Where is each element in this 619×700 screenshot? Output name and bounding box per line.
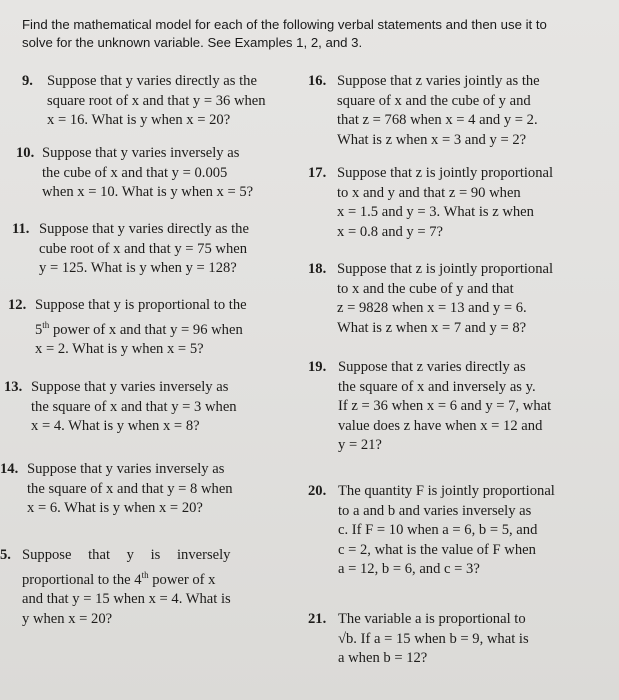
problem-number: 17. bbox=[308, 165, 327, 181]
problem-text-line: and that y = 15 when x = 4. What is bbox=[22, 591, 231, 608]
problem-text-line: z = 9828 when x = 13 and y = 6. bbox=[337, 300, 527, 317]
problem-text-line: x = 1.5 and y = 3. What is z when bbox=[337, 204, 534, 221]
problem-text-line: Suppose that z is jointly proportional bbox=[337, 165, 554, 181]
problem-text-line: to x and y and that z = 90 when bbox=[337, 184, 521, 201]
problem-text-line: Suppose that z varies directly as bbox=[338, 359, 526, 375]
problem-text-line: a when b = 12? bbox=[338, 650, 428, 667]
problem-text-line: Suppose that y is inversely bbox=[22, 547, 231, 563]
problem-number: 12. bbox=[8, 297, 27, 313]
problem-number: 11. bbox=[12, 221, 30, 237]
problem-16 bbox=[308, 72, 570, 150]
problem-text-line: proportional to the 4th power of x bbox=[22, 569, 216, 588]
problem-15 bbox=[0, 546, 282, 629]
problem-text-line: square of x and the cube of y and bbox=[337, 92, 531, 109]
problem-text-line: x = 6. What is y when x = 20? bbox=[27, 500, 203, 517]
problem-text-line: a = 12, b = 6, and c = 3? bbox=[338, 561, 480, 578]
problem-text-line: Suppose that y varies inversely as bbox=[31, 379, 229, 395]
problem-number: 20. bbox=[308, 483, 327, 499]
problem-text-line: c = 2, what is the value of F when bbox=[338, 541, 536, 558]
problem-text-line: Suppose that y varies directly as the bbox=[47, 73, 257, 89]
problem-text-line: the cube of x and that y = 0.005 bbox=[42, 164, 228, 181]
problem-text-line: the square of x and inversely as y. bbox=[338, 378, 536, 395]
problem-number: 9. bbox=[22, 73, 33, 89]
problem-text-line: x = 2. What is y when x = 5? bbox=[35, 341, 204, 358]
problem-text-line: If z = 36 when x = 6 and y = 7, what bbox=[338, 398, 552, 415]
problem-text-line: y = 125. What is y when y = 128? bbox=[39, 260, 237, 277]
problem-text-line: The variable a is proportional to bbox=[338, 611, 526, 627]
problem-19 bbox=[308, 358, 584, 456]
problem-21 bbox=[308, 610, 590, 669]
problem-text-line: x = 16. What is y when x = 20? bbox=[47, 112, 231, 129]
problem-text-line: What is z when x = 3 and y = 2? bbox=[337, 131, 527, 148]
problem-18 bbox=[308, 260, 582, 338]
problem-text-line: Suppose that y varies inversely as bbox=[27, 461, 225, 477]
problem-number: 10. bbox=[16, 145, 35, 161]
instructions-line-2: solve for the unknown variable. See Examples 1, 2, and 3. bbox=[22, 35, 363, 50]
problem-text-line: y when x = 20? bbox=[22, 610, 113, 627]
problem-10 bbox=[16, 144, 284, 203]
problem-text-line: Suppose that z is jointly proportional bbox=[337, 261, 554, 277]
problem-number: 18. bbox=[308, 261, 327, 277]
problem-text-line: square root of x and that y = 36 when bbox=[47, 92, 266, 109]
problem-9 bbox=[22, 72, 284, 131]
problem-text-line: x = 0.8 and y = 7? bbox=[337, 223, 444, 240]
problem-13 bbox=[4, 378, 284, 437]
problem-text-line: to a and b and varies inversely as bbox=[338, 502, 532, 519]
problem-14 bbox=[0, 460, 284, 519]
problem-text-line: Suppose that y varies directly as the bbox=[39, 221, 249, 237]
problem-number: 21. bbox=[308, 611, 327, 627]
problem-text-line: 5th power of x and that y = 96 when bbox=[35, 319, 243, 338]
problem-text-line: c. If F = 10 when a = 6, b = 5, and bbox=[338, 522, 538, 539]
problem-text-line: that z = 768 when x = 4 and y = 2. bbox=[337, 112, 538, 129]
problem-11 bbox=[12, 220, 284, 279]
problem-text-line: the square of x and that y = 8 when bbox=[27, 480, 233, 497]
problem-text-line: Suppose that y is proportional to the bbox=[35, 297, 247, 313]
problem-text-line: x = 4. What is y when x = 8? bbox=[31, 418, 200, 435]
problem-number: 13. bbox=[4, 379, 23, 395]
problem-text-line: when x = 10. What is y when x = 5? bbox=[42, 184, 254, 201]
problem-text-line: cube root of x and that y = 75 when bbox=[39, 240, 248, 257]
problem-20 bbox=[308, 482, 588, 580]
problem-text-line: y = 21? bbox=[338, 437, 382, 454]
instructions-header bbox=[22, 16, 582, 52]
problem-number: 19. bbox=[308, 359, 327, 375]
problem-12 bbox=[8, 296, 284, 360]
problem-text-line: √b. If a = 15 when b = 9, what is bbox=[338, 630, 529, 647]
problem-text-line: What is z when x = 7 and y = 8? bbox=[337, 319, 527, 336]
problem-text-line: the square of x and that y = 3 when bbox=[31, 398, 237, 415]
problem-text-line: Suppose that y varies inversely as bbox=[42, 145, 240, 161]
instructions-line-1: Find the mathematical model for each of the following verbal statements and then use it to bbox=[22, 17, 547, 32]
problem-text-line: Suppose that z varies jointly as the bbox=[337, 73, 540, 89]
problem-number: 16. bbox=[308, 73, 327, 89]
problem-text-line: value does z have when x = 12 and bbox=[338, 417, 543, 434]
problem-text-line: The quantity F is jointly proportional bbox=[338, 483, 555, 499]
problem-number: 14. bbox=[0, 461, 19, 477]
problem-text-line: to x and the cube of y and that bbox=[337, 280, 514, 297]
problem-number: 5. bbox=[0, 547, 11, 563]
problem-17 bbox=[308, 164, 578, 242]
